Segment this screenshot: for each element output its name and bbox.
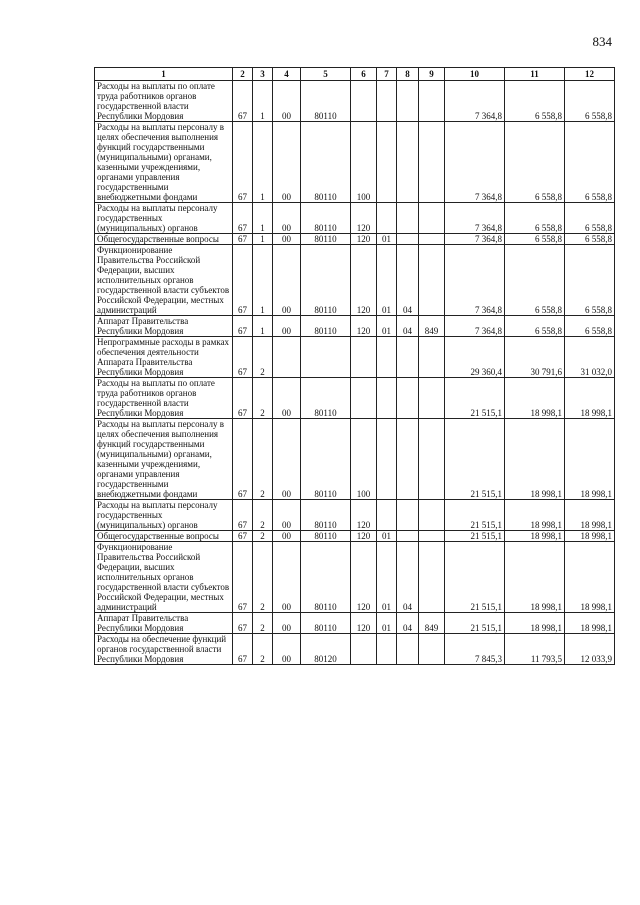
table-row [95, 203, 615, 234]
cell-code-5: 80110 [301, 613, 351, 634]
cell-code-7: 01 [377, 316, 397, 337]
cell-amount-10: 21 515,1 [445, 419, 505, 500]
cell-amount-11: 6 558,8 [505, 234, 565, 245]
cell-code-7 [377, 81, 397, 122]
cell-code-4: 00 [273, 316, 301, 337]
cell-code-6: 100 [351, 419, 377, 500]
cell-code-3: 1 [253, 203, 273, 234]
cell-code-6 [351, 81, 377, 122]
cell-code-2: 67 [233, 500, 253, 531]
table-row [95, 122, 615, 203]
cell-amount-11: 18 998,1 [505, 542, 565, 613]
cell-code-9 [419, 634, 445, 665]
cell-code-6: 120 [351, 613, 377, 634]
cell-code-2: 67 [233, 122, 253, 203]
cell-code-2: 67 [233, 245, 253, 316]
cell-code-3: 2 [253, 542, 273, 613]
cell-code-8 [397, 378, 419, 419]
cell-amount-12: 31 032,0 [565, 337, 615, 378]
cell-amount-12: 18 998,1 [565, 419, 615, 500]
cell-code-4: 00 [273, 542, 301, 613]
cell-code-2: 67 [233, 634, 253, 665]
cell-code-3: 1 [253, 122, 273, 203]
row-name: Аппарат Правительства Республики Мордовия [95, 316, 233, 337]
cell-code-9 [419, 542, 445, 613]
cell-code-7: 01 [377, 234, 397, 245]
column-header: 10 [445, 68, 505, 81]
cell-amount-12: 12 033,9 [565, 634, 615, 665]
cell-amount-12: 18 998,1 [565, 613, 615, 634]
table-row [95, 613, 615, 634]
cell-code-5: 80110 [301, 378, 351, 419]
column-header: 12 [565, 68, 615, 81]
table-row [95, 500, 615, 531]
cell-code-8: 04 [397, 245, 419, 316]
cell-code-7 [377, 500, 397, 531]
cell-code-6 [351, 634, 377, 665]
cell-code-4: 00 [273, 378, 301, 419]
cell-code-2: 67 [233, 203, 253, 234]
row-name: Расходы на выплаты по оплате труда работников органов государственной власти Республики Мордовия [95, 81, 233, 122]
cell-code-5: 80110 [301, 122, 351, 203]
cell-code-7 [377, 634, 397, 665]
cell-code-5 [301, 337, 351, 378]
cell-code-8 [397, 203, 419, 234]
cell-code-4: 00 [273, 419, 301, 500]
column-header: 2 [233, 68, 253, 81]
cell-code-8: 04 [397, 542, 419, 613]
cell-amount-10: 29 360,4 [445, 337, 505, 378]
cell-code-3: 2 [253, 500, 273, 531]
cell-code-5: 80110 [301, 234, 351, 245]
cell-code-6: 120 [351, 500, 377, 531]
cell-code-2: 67 [233, 542, 253, 613]
row-name: Расходы на выплаты персоналу в целях обеспечения выполнения функций государственными (муниципальными) органами, казенными учреждениями, органами управления государственными внебюджетными фондами [95, 419, 233, 500]
cell-code-8 [397, 122, 419, 203]
cell-amount-11: 30 791,6 [505, 337, 565, 378]
column-header: 8 [397, 68, 419, 81]
cell-code-6: 100 [351, 122, 377, 203]
cell-code-8 [397, 234, 419, 245]
cell-amount-12: 6 558,8 [565, 81, 615, 122]
cell-code-8 [397, 531, 419, 542]
cell-code-6 [351, 378, 377, 419]
cell-code-5: 80110 [301, 419, 351, 500]
cell-code-9 [419, 378, 445, 419]
cell-code-9 [419, 500, 445, 531]
table-row [95, 531, 615, 542]
cell-amount-10: 7 845,3 [445, 634, 505, 665]
cell-code-5: 80110 [301, 81, 351, 122]
column-header: 11 [505, 68, 565, 81]
cell-code-5: 80110 [301, 203, 351, 234]
row-name: Общегосударственные вопросы [95, 531, 233, 542]
cell-amount-10: 21 515,1 [445, 531, 505, 542]
cell-code-3: 2 [253, 613, 273, 634]
cell-code-9 [419, 234, 445, 245]
cell-code-8 [397, 419, 419, 500]
cell-code-7: 01 [377, 613, 397, 634]
cell-code-7 [377, 337, 397, 378]
cell-code-9: 849 [419, 613, 445, 634]
row-name: Функционирование Правительства Российской Федерации, высших исполнительных органов государственной власти субъектов Российской Федерации, местных администраций [95, 245, 233, 316]
cell-code-5: 80110 [301, 316, 351, 337]
cell-code-6: 120 [351, 245, 377, 316]
cell-code-5: 80110 [301, 531, 351, 542]
cell-amount-12: 6 558,8 [565, 122, 615, 203]
row-name: Расходы на выплаты персоналу государственных (муниципальных) органов [95, 500, 233, 531]
cell-code-9 [419, 337, 445, 378]
cell-amount-11: 18 998,1 [505, 531, 565, 542]
cell-amount-11: 6 558,8 [505, 245, 565, 316]
table-row [95, 81, 615, 122]
cell-code-2: 67 [233, 337, 253, 378]
cell-code-3: 2 [253, 419, 273, 500]
table-header-row [95, 68, 615, 81]
cell-code-6: 120 [351, 234, 377, 245]
cell-code-9 [419, 419, 445, 500]
cell-amount-10: 21 515,1 [445, 542, 505, 613]
cell-code-9 [419, 203, 445, 234]
cell-code-2: 67 [233, 81, 253, 122]
cell-code-7 [377, 203, 397, 234]
cell-code-8 [397, 634, 419, 665]
cell-amount-11: 18 998,1 [505, 613, 565, 634]
cell-code-6: 120 [351, 542, 377, 613]
cell-code-4: 00 [273, 245, 301, 316]
cell-code-4: 00 [273, 500, 301, 531]
cell-code-4: 00 [273, 203, 301, 234]
cell-amount-11: 6 558,8 [505, 122, 565, 203]
cell-amount-10: 7 364,8 [445, 122, 505, 203]
cell-code-8 [397, 337, 419, 378]
cell-code-7 [377, 419, 397, 500]
table-row [95, 378, 615, 419]
cell-amount-10: 7 364,8 [445, 245, 505, 316]
cell-code-8: 04 [397, 613, 419, 634]
cell-code-5: 80110 [301, 542, 351, 613]
cell-code-2: 67 [233, 613, 253, 634]
cell-code-9 [419, 122, 445, 203]
column-header: 1 [95, 68, 233, 81]
row-name: Общегосударственные вопросы [95, 234, 233, 245]
row-name: Функционирование Правительства Российской Федерации, высших исполнительных органов государственной власти субъектов Российской Федерации, местных администраций [95, 542, 233, 613]
budget-table [94, 67, 615, 665]
cell-code-2: 67 [233, 419, 253, 500]
cell-code-3: 1 [253, 234, 273, 245]
cell-amount-11: 18 998,1 [505, 500, 565, 531]
cell-amount-10: 21 515,1 [445, 500, 505, 531]
table-row [95, 337, 615, 378]
cell-amount-10: 7 364,8 [445, 234, 505, 245]
cell-code-3: 1 [253, 245, 273, 316]
cell-code-7: 01 [377, 245, 397, 316]
row-name: Аппарат Правительства Республики Мордовия [95, 613, 233, 634]
cell-code-6 [351, 337, 377, 378]
cell-code-5: 80120 [301, 634, 351, 665]
cell-amount-12: 6 558,8 [565, 203, 615, 234]
cell-code-6: 120 [351, 203, 377, 234]
row-name: Расходы на выплаты по оплате труда работников органов государственной власти Республики Мордовия [95, 378, 233, 419]
table-row [95, 419, 615, 500]
cell-amount-12: 6 558,8 [565, 245, 615, 316]
cell-amount-12: 18 998,1 [565, 542, 615, 613]
cell-amount-11: 18 998,1 [505, 378, 565, 419]
cell-code-7: 01 [377, 542, 397, 613]
cell-code-4: 00 [273, 613, 301, 634]
cell-amount-10: 21 515,1 [445, 613, 505, 634]
cell-code-3: 2 [253, 378, 273, 419]
row-name: Непрограммные расходы в рамках обеспечения деятельности Аппарата Правительства Республики Мордовия [95, 337, 233, 378]
cell-code-4: 00 [273, 234, 301, 245]
cell-code-7 [377, 378, 397, 419]
cell-amount-12: 18 998,1 [565, 500, 615, 531]
cell-amount-10: 7 364,8 [445, 316, 505, 337]
cell-amount-11: 6 558,8 [505, 316, 565, 337]
table-row [95, 234, 615, 245]
cell-code-9 [419, 245, 445, 316]
cell-code-4: 00 [273, 81, 301, 122]
cell-amount-11: 18 998,1 [505, 419, 565, 500]
table-row [95, 634, 615, 665]
cell-amount-12: 18 998,1 [565, 378, 615, 419]
column-header: 7 [377, 68, 397, 81]
cell-code-7 [377, 122, 397, 203]
cell-code-6: 120 [351, 531, 377, 542]
cell-code-2: 67 [233, 234, 253, 245]
cell-code-9 [419, 81, 445, 122]
table-row [95, 542, 615, 613]
row-name: Расходы на выплаты персоналу государственных (муниципальных) органов [95, 203, 233, 234]
cell-amount-12: 18 998,1 [565, 531, 615, 542]
column-header: 9 [419, 68, 445, 81]
cell-code-3: 1 [253, 81, 273, 122]
row-name: Расходы на выплаты персоналу в целях обеспечения выполнения функций государственными (муниципальными) органами, казенными учреждениями, органами управления государственными внебюджетными фондами [95, 122, 233, 203]
cell-code-3: 2 [253, 531, 273, 542]
cell-code-4: 00 [273, 634, 301, 665]
cell-code-3: 2 [253, 634, 273, 665]
cell-code-4: 00 [273, 122, 301, 203]
cell-code-2: 67 [233, 531, 253, 542]
cell-code-3: 2 [253, 337, 273, 378]
column-header: 6 [351, 68, 377, 81]
cell-amount-11: 6 558,8 [505, 81, 565, 122]
table-row [95, 316, 615, 337]
cell-code-8: 04 [397, 316, 419, 337]
cell-code-6: 120 [351, 316, 377, 337]
cell-amount-12: 6 558,8 [565, 234, 615, 245]
column-header: 5 [301, 68, 351, 81]
cell-code-4: 00 [273, 531, 301, 542]
cell-code-3: 1 [253, 316, 273, 337]
cell-code-2: 67 [233, 316, 253, 337]
cell-code-4 [273, 337, 301, 378]
cell-code-5: 80110 [301, 500, 351, 531]
column-header: 3 [253, 68, 273, 81]
cell-code-8 [397, 81, 419, 122]
cell-code-2: 67 [233, 378, 253, 419]
table-row [95, 245, 615, 316]
cell-code-9 [419, 531, 445, 542]
cell-amount-11: 11 793,5 [505, 634, 565, 665]
cell-amount-10: 21 515,1 [445, 378, 505, 419]
table-body [95, 81, 615, 665]
column-header: 4 [273, 68, 301, 81]
cell-code-7: 01 [377, 531, 397, 542]
cell-code-9: 849 [419, 316, 445, 337]
cell-amount-12: 6 558,8 [565, 316, 615, 337]
cell-code-5: 80110 [301, 245, 351, 316]
cell-amount-11: 6 558,8 [505, 203, 565, 234]
page-number: 834 [592, 34, 612, 49]
row-name: Расходы на обеспечение функций органов государственной власти Республики Мордовия [95, 634, 233, 665]
cell-amount-10: 7 364,8 [445, 203, 505, 234]
cell-amount-10: 7 364,8 [445, 81, 505, 122]
cell-code-8 [397, 500, 419, 531]
